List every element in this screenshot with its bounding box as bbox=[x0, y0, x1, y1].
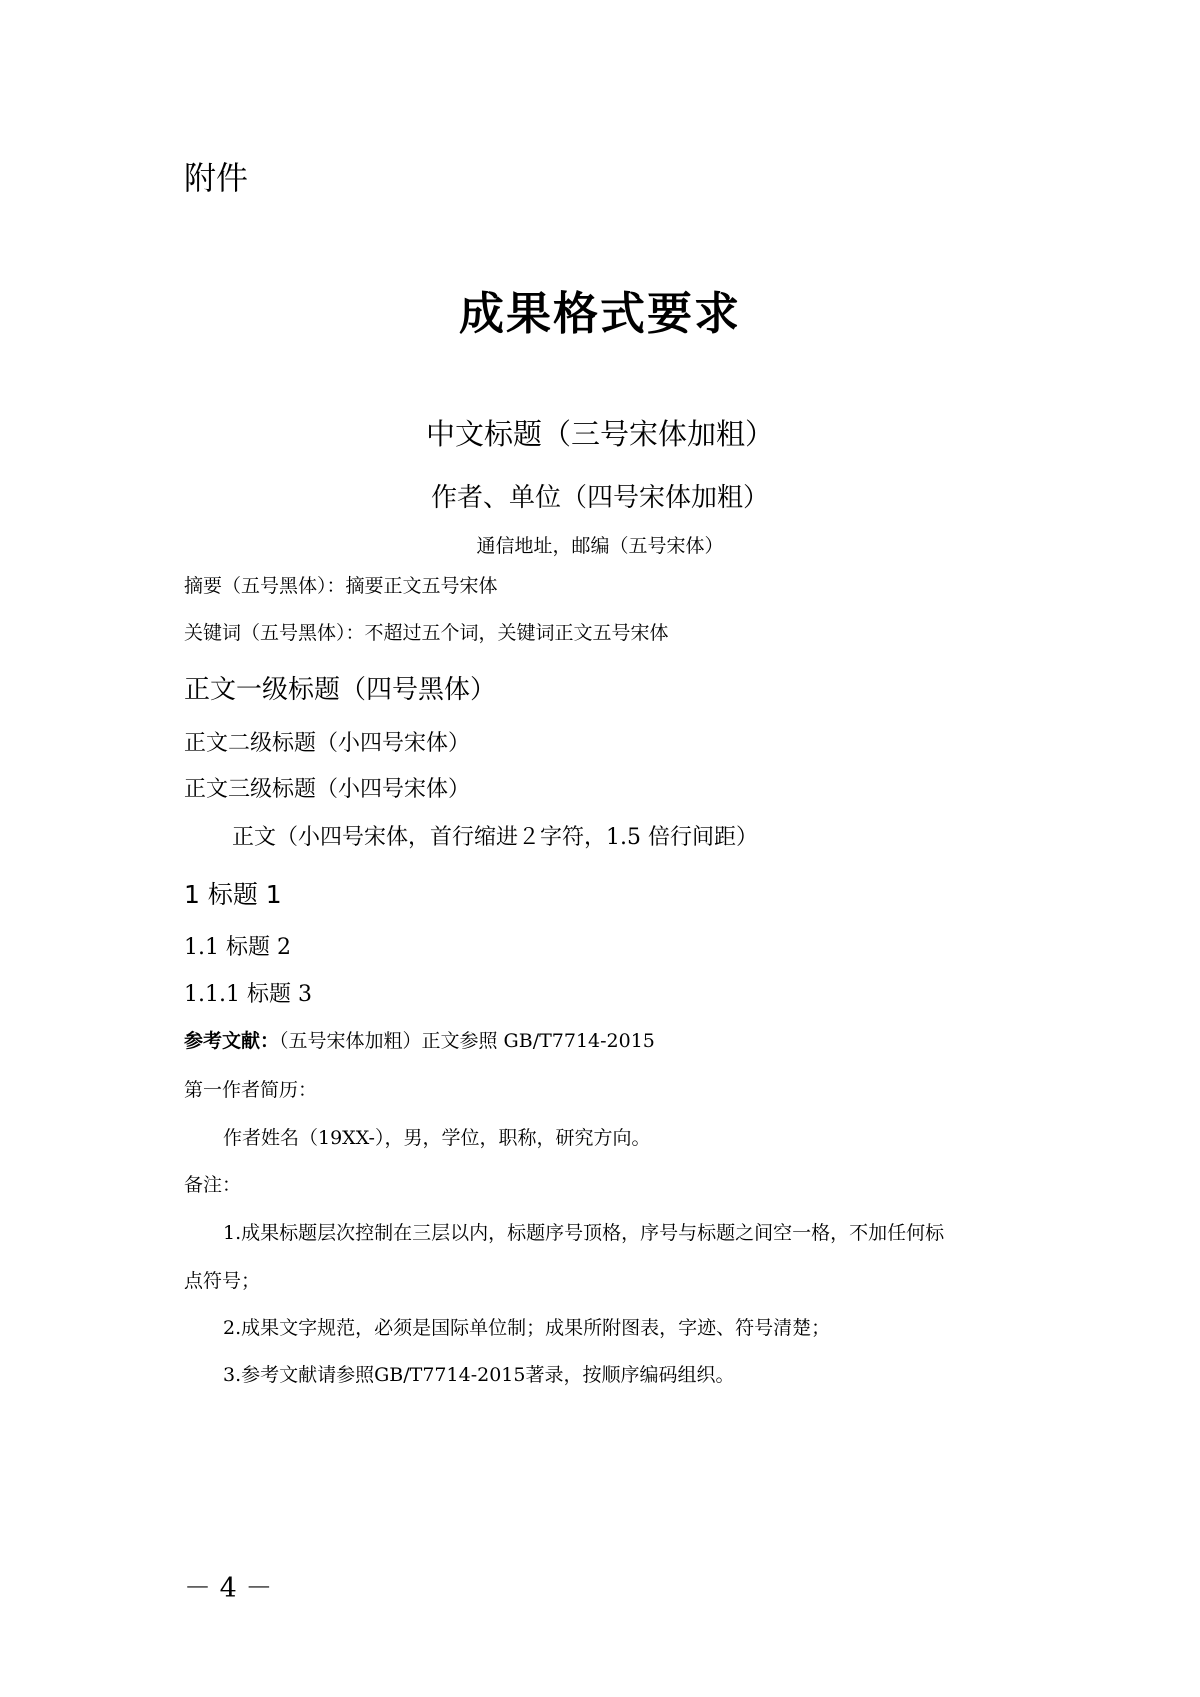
heading-level3-spec: 正文三级标题（小四号宋体） bbox=[184, 777, 471, 802]
heading-level1-spec: 正文一级标题（四号黑体） bbox=[184, 675, 497, 705]
note-item-1-line-1: 1.成果标题层次控制在三层以内，标题序号顶格，序号与标题之间空一格，不加任何标 bbox=[223, 1222, 945, 1244]
chinese-title-spec: 中文标题（三号宋体加粗） bbox=[425, 417, 774, 451]
keywords-label: 关键词（五号黑体）： bbox=[184, 622, 365, 644]
keywords-text: 不超过五个词，关键词正文五号宋体 bbox=[364, 622, 669, 644]
references-label: 参考文献： bbox=[184, 1030, 280, 1052]
address-spec: 通信地址，邮编（五号宋体） bbox=[476, 535, 724, 557]
note-item-2: 2.成果文字规范，必须是国际单位制；成果所附图表，字迹、符号清楚； bbox=[223, 1317, 831, 1339]
numbered-heading-1: 1 标题 1 bbox=[184, 880, 282, 909]
abstract-label: 摘要（五号黑体）： bbox=[184, 575, 346, 597]
references-spec bbox=[184, 1026, 655, 1053]
numbered-heading-2: 1.1 标题 2 bbox=[184, 935, 291, 960]
author-affiliation-spec: 作者、单位（四号宋体加粗） bbox=[430, 483, 769, 513]
page-number: － 4 － bbox=[184, 1573, 273, 1604]
note-item-1-line-2: 点符号； bbox=[184, 1270, 261, 1292]
body-text-spec: 正文（小四号宋体，首行缩进２字符，1.5 倍行间距） bbox=[232, 825, 758, 850]
note-item-3: 3.参考文献请参照GB/T7714-2015著录，按顺序编码组织。 bbox=[223, 1364, 735, 1386]
notes-label: 备注： bbox=[184, 1174, 242, 1196]
document-title: 成果格式要求 bbox=[458, 287, 741, 340]
abstract-text: 摘要正文五号宋体 bbox=[345, 575, 498, 597]
heading-level2-spec: 正文二级标题（小四号宋体） bbox=[184, 731, 471, 756]
keywords-spec bbox=[184, 618, 669, 645]
references-text: （五号宋体加粗）正文参照 GB/T7714-2015 bbox=[279, 1030, 655, 1052]
abstract-spec bbox=[184, 571, 498, 598]
attachment-label: 附件 bbox=[184, 159, 249, 197]
author-bio-text: 作者姓名（19XX-），男，学位，职称，研究方向。 bbox=[223, 1127, 651, 1149]
numbered-heading-3: 1.1.1 标题 3 bbox=[184, 982, 312, 1007]
author-bio-label: 第一作者简历： bbox=[184, 1079, 318, 1101]
